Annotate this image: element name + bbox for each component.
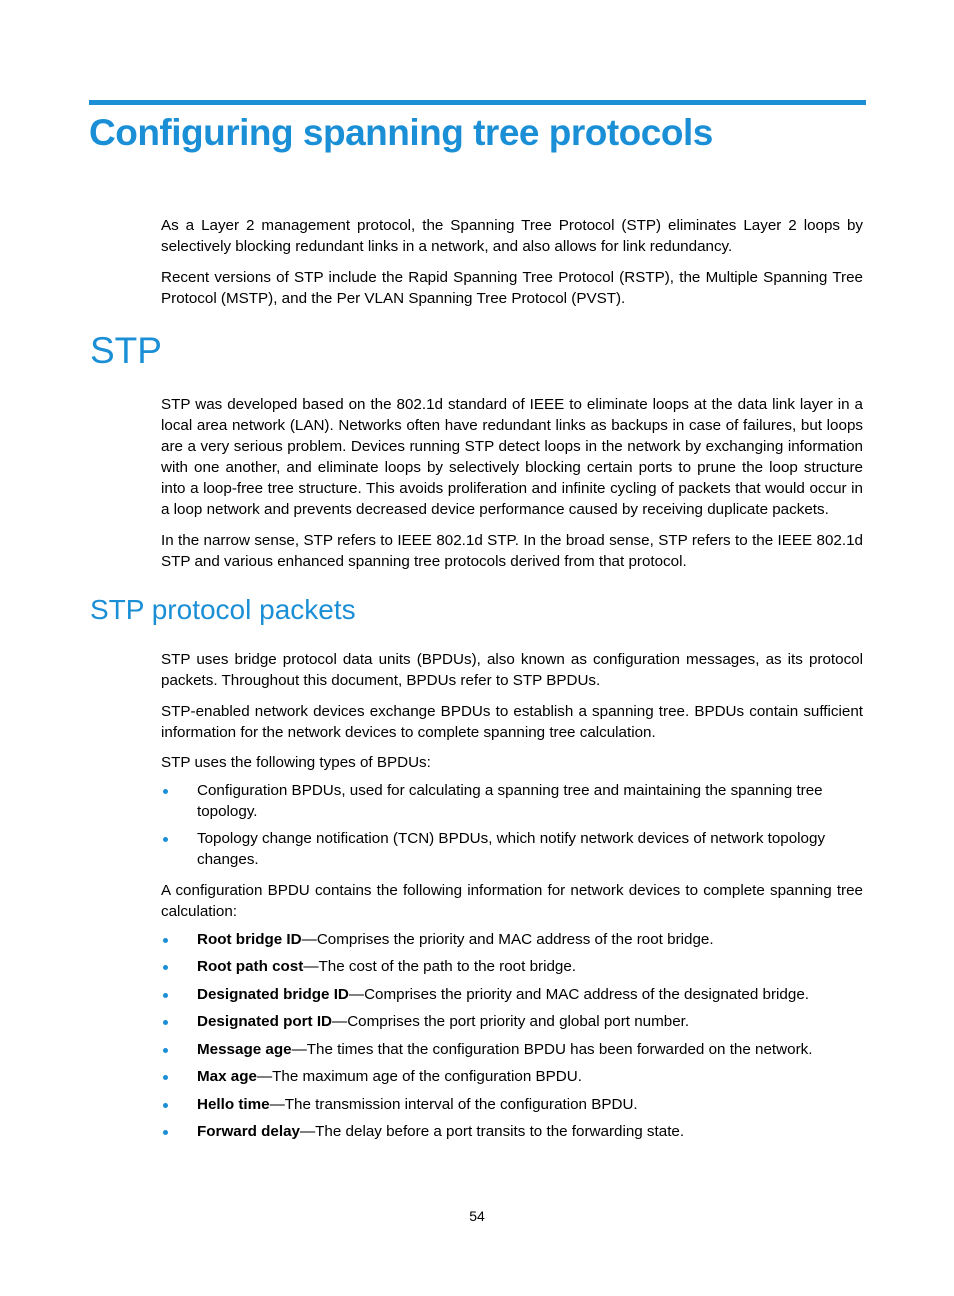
section-heading-stp: STP — [90, 330, 162, 371]
field-term: Root path cost — [197, 958, 304, 975]
list-item-text — [197, 984, 843, 1005]
field-description: —Comprises the priority and MAC address of the root bridge. — [301, 931, 714, 948]
bullet-icon — [163, 938, 168, 943]
field-description: —Comprises the priority and MAC address of the designated bridge. — [348, 986, 809, 1003]
field-term: Forward delay — [197, 1123, 300, 1140]
field-term: Hello time — [197, 1096, 270, 1113]
field-description: —The cost of the path to the root bridge. — [303, 958, 577, 975]
field-term: Designated port ID — [197, 1013, 333, 1030]
list-item-text — [197, 1039, 843, 1060]
bullet-icon — [163, 1075, 168, 1080]
bullet-icon — [163, 789, 168, 794]
list-item-text: Configuration BPDUs, used for calculating a spanning tree and maintaining the spanning tree topology. — [197, 782, 823, 820]
bullet-icon — [163, 837, 168, 842]
bullet-icon — [163, 965, 168, 970]
stp-paragraph-1: STP was developed based on the 802.1d standard of IEEE to eliminate loops at the data link layer in a local area network (LAN). Networks often have redundant links as backups in case of failures, but loops are a very serious problem. Devices running STP detect loops in the network by exchanging information with one another, and eliminate loops by selectively blocking certain ports to prune the loop structure into a loop-free tree structure. This avoids proliferation and infinite cycling of packets that would occur in a loop network and prevents decreased device performance caused by receiving duplicate packets. — [161, 396, 863, 518]
chapter-title: Configuring spanning tree protocols — [89, 112, 713, 153]
list-item-text — [197, 1094, 843, 1115]
chapter-rule — [89, 100, 866, 105]
bullet-icon — [163, 993, 168, 998]
field-term: Max age — [197, 1068, 257, 1085]
list-item-text: Topology change notification (TCN) BPDUs, which notify network devices of network topology changes. — [197, 830, 826, 868]
bullet-icon — [163, 1020, 168, 1025]
section-heading-stp-protocol-packets: STP protocol packets — [90, 594, 356, 625]
field-description: —The transmission interval of the configuration BPDU. — [269, 1096, 638, 1113]
packets-paragraph-1: STP uses bridge protocol data units (BPDUs), also known as configuration messages, as its protocol packets. Throughout this document, BPDUs refer to STP BPDUs. — [161, 651, 863, 689]
list-item-text — [197, 1066, 843, 1087]
field-term: Message age — [197, 1041, 292, 1058]
page-number: 54 — [469, 1208, 485, 1224]
field-term: Root bridge ID — [197, 931, 302, 948]
bullet-icon — [163, 1130, 168, 1135]
list-item-text — [197, 1011, 843, 1032]
field-description: —The delay before a port transits to the forwarding state. — [299, 1123, 685, 1140]
intro-paragraph-1: As a Layer 2 management protocol, the Spanning Tree Protocol (STP) eliminates Layer 2 loops by selectively blocking redundant links in a network, and also allows for link redundancy. — [161, 217, 863, 255]
packets-paragraph-3: STP uses the following types of BPDUs: — [161, 754, 431, 771]
field-description: —The times that the configuration BPDU has been forwarded on the network. — [291, 1041, 813, 1058]
intro-paragraph-2: Recent versions of STP include the Rapid Spanning Tree Protocol (RSTP), the Multiple Spanning Tree Protocol (MSTP), and the Per VLAN Spanning Tree Protocol (PVST). — [161, 269, 863, 307]
list-item-text — [197, 1121, 843, 1142]
field-term: Designated bridge ID — [197, 986, 349, 1003]
list-item-text — [197, 929, 843, 950]
field-description: —Comprises the port priority and global port number. — [332, 1013, 690, 1030]
stp-paragraph-2: In the narrow sense, STP refers to IEEE 802.1d STP. In the broad sense, STP refers to the IEEE 802.1d STP and various enhanced spanning tree protocols derived from that protocol. — [161, 532, 863, 570]
list-item-text — [197, 956, 843, 977]
bullet-icon — [163, 1103, 168, 1108]
field-description: —The maximum age of the configuration BPDU. — [256, 1068, 582, 1085]
config-bpdu-intro: A configuration BPDU contains the following information for network devices to complete spanning tree calculation: — [161, 882, 863, 920]
bullet-icon — [163, 1048, 168, 1053]
packets-paragraph-2: STP-enabled network devices exchange BPDUs to establish a spanning tree. BPDUs contain sufficient information for the network devices to complete spanning tree calculation. — [161, 703, 863, 741]
